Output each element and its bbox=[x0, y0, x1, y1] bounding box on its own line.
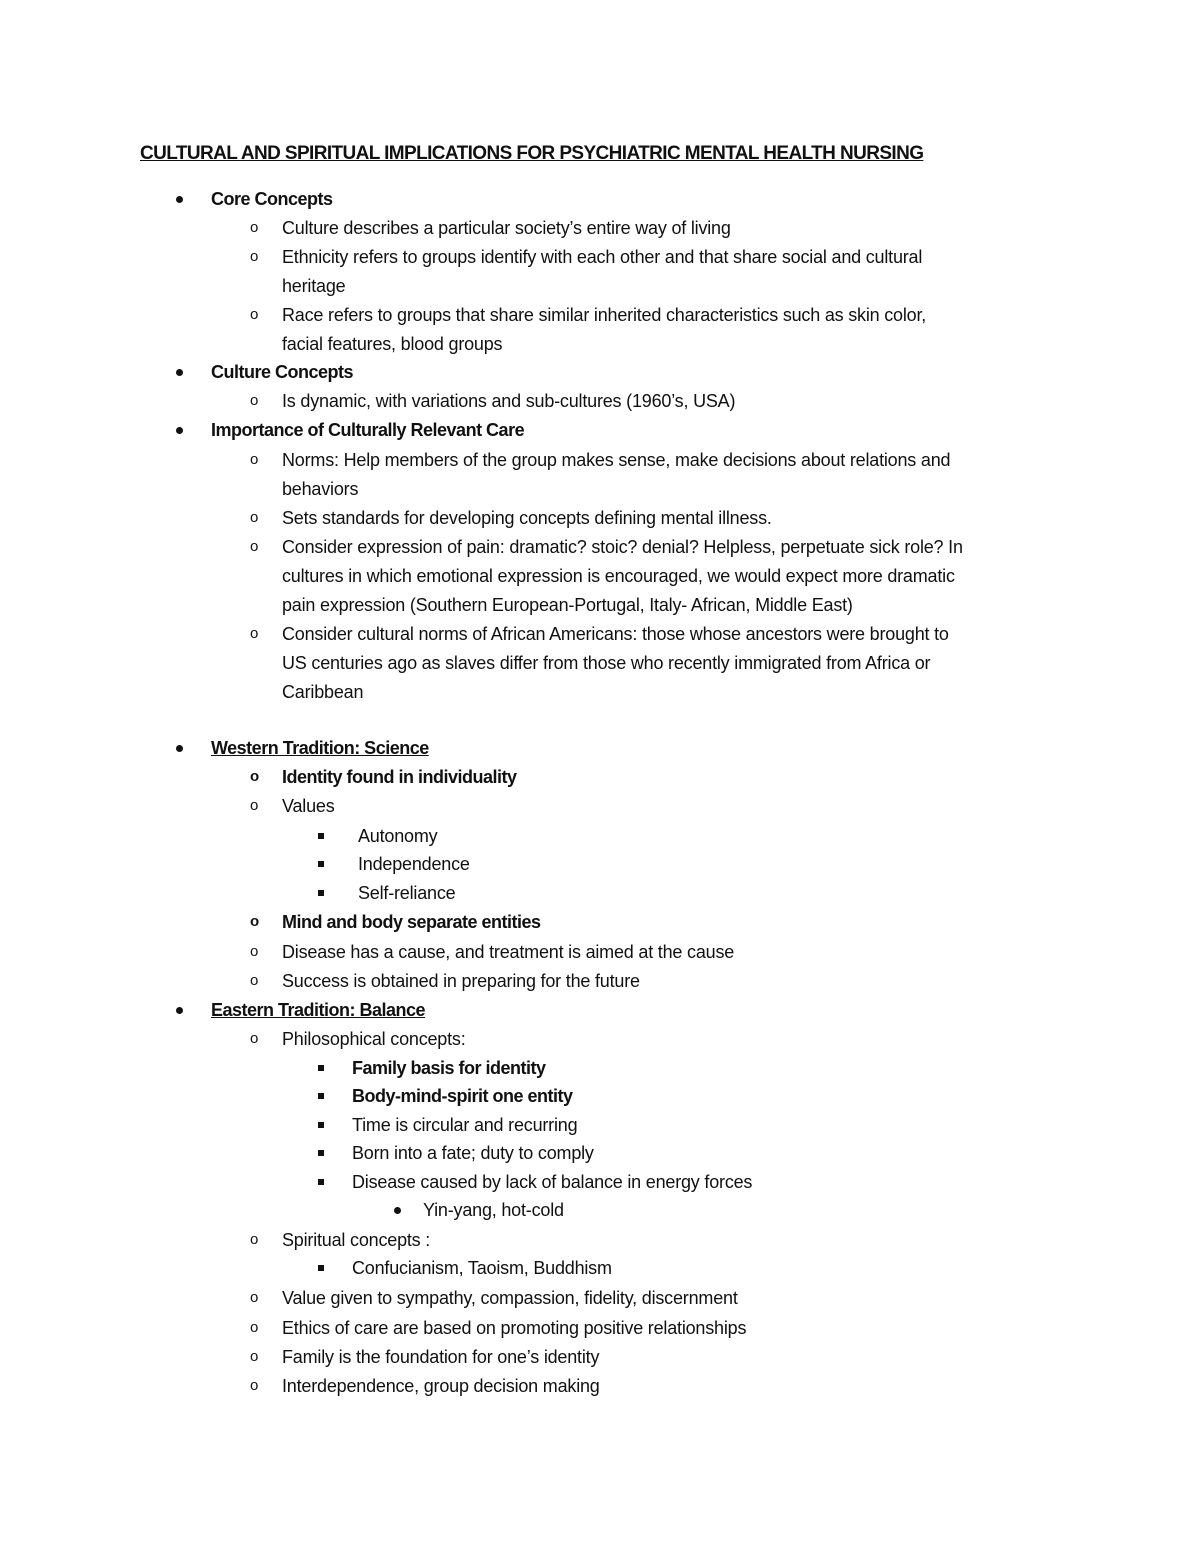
square-bullet-icon bbox=[318, 1065, 324, 1071]
list-item bbox=[0, 533, 1200, 561]
list-item-text: Born into a fate; duty to comply bbox=[352, 1143, 594, 1163]
list-item bbox=[0, 763, 1200, 791]
list-item-text: Confucianism, Taoism, Buddhism bbox=[352, 1258, 612, 1278]
section-heading: Eastern Tradition: Balance bbox=[211, 1000, 426, 1020]
list-item-western-tradition bbox=[0, 734, 1200, 762]
list-item-text: facial features, blood groups bbox=[282, 334, 503, 354]
list-item-text: Philosophical concepts: bbox=[282, 1029, 466, 1049]
list-item-continuation bbox=[0, 649, 1200, 677]
list-item-text: Consider cultural norms of African Americans: those whose ancestors were brought to bbox=[282, 624, 949, 644]
section-heading: Core Concepts bbox=[211, 189, 333, 209]
list-item-text: Norms: Help members of the group makes sense, make decisions about relations and bbox=[282, 450, 951, 470]
list-item-text: US centuries ago as slaves differ from those who recently immigrated from Africa or bbox=[282, 653, 931, 673]
list-item bbox=[0, 1139, 1200, 1167]
list-item bbox=[0, 1082, 1200, 1110]
section-heading: Western Tradition: Science bbox=[211, 738, 429, 758]
square-bullet-icon bbox=[318, 833, 324, 839]
list-item bbox=[0, 822, 1200, 850]
square-bullet-icon bbox=[318, 1122, 324, 1128]
section-heading: Importance of Culturally Relevant Care bbox=[211, 420, 525, 440]
list-item bbox=[0, 1343, 1200, 1371]
circle-bullet-icon: o bbox=[250, 625, 259, 642]
list-item-text: pain expression (Southern European-Portugal, Italy- African, Middle East) bbox=[282, 595, 853, 615]
list-item-text: Autonomy bbox=[358, 826, 438, 846]
square-bullet-icon bbox=[318, 1093, 324, 1099]
square-bullet-icon bbox=[318, 1179, 324, 1185]
list-item-text: Identity found in individuality bbox=[282, 767, 517, 787]
filled-bullet-icon bbox=[176, 427, 183, 434]
circle-bullet-icon: o bbox=[250, 797, 259, 814]
list-item bbox=[0, 938, 1200, 966]
circle-bullet-icon: o bbox=[250, 392, 259, 409]
list-item-text: Disease has a cause, and treatment is aimed at the cause bbox=[282, 942, 735, 962]
circle-bullet-icon: o bbox=[250, 306, 259, 323]
list-item bbox=[0, 879, 1200, 907]
list-item-continuation bbox=[0, 272, 1200, 300]
list-item-text: Values bbox=[282, 796, 335, 816]
list-item bbox=[0, 1196, 1200, 1224]
list-item-text: Success is obtained in preparing for the future bbox=[282, 971, 640, 991]
list-item-culture-concepts bbox=[0, 358, 1200, 386]
list-item-importance bbox=[0, 416, 1200, 444]
circle-bullet-icon: o bbox=[250, 1030, 259, 1047]
list-item-text: Ethics of care are based on promoting positive relationships bbox=[282, 1318, 747, 1338]
filled-bullet-icon bbox=[176, 369, 183, 376]
list-item bbox=[0, 850, 1200, 878]
section-heading: Culture Concepts bbox=[211, 362, 354, 382]
list-item-text: Disease caused by lack of balance in energy forces bbox=[352, 1172, 753, 1192]
list-item-text: Consider expression of pain: dramatic? stoic? denial? Helpless, perpetuate sick role? In bbox=[282, 537, 963, 557]
list-item bbox=[0, 214, 1200, 242]
list-item bbox=[0, 792, 1200, 820]
circle-bullet-icon: o bbox=[250, 943, 259, 960]
circle-bullet-icon: o bbox=[250, 248, 259, 265]
list-item bbox=[0, 1254, 1200, 1282]
list-item-text: Caribbean bbox=[282, 682, 364, 702]
circle-bullet-icon: o bbox=[250, 1348, 259, 1365]
list-item-text: Family is the foundation for one’s identity bbox=[282, 1347, 600, 1367]
list-item bbox=[0, 967, 1200, 995]
list-item bbox=[0, 1168, 1200, 1196]
circle-bullet-icon: o bbox=[250, 913, 260, 930]
list-item-text: Mind and body separate entities bbox=[282, 912, 541, 932]
list-item bbox=[0, 1111, 1200, 1139]
circle-bullet-icon: o bbox=[250, 1319, 259, 1336]
list-item-text: Time is circular and recurring bbox=[352, 1115, 578, 1135]
list-item bbox=[0, 1372, 1200, 1400]
circle-bullet-icon: o bbox=[250, 1289, 259, 1306]
square-bullet-icon bbox=[318, 1265, 324, 1271]
list-item-text: Interdependence, group decision making bbox=[282, 1376, 600, 1396]
square-bullet-icon bbox=[318, 890, 324, 896]
list-item-text: Value given to sympathy, compassion, fidelity, discernment bbox=[282, 1288, 738, 1308]
filled-bullet-icon bbox=[176, 745, 183, 752]
list-item bbox=[0, 301, 1200, 329]
circle-bullet-icon: o bbox=[250, 1231, 259, 1248]
circle-bullet-icon: o bbox=[250, 509, 259, 526]
filled-bullet-icon bbox=[176, 1007, 183, 1014]
filled-bullet-icon bbox=[176, 196, 183, 203]
list-item-text: heritage bbox=[282, 276, 346, 296]
list-item-text: Race refers to groups that share similar inherited characteristics such as skin color, bbox=[282, 305, 927, 325]
list-item bbox=[0, 908, 1200, 936]
list-item-continuation bbox=[0, 562, 1200, 590]
list-item-text: Spiritual concepts : bbox=[282, 1230, 431, 1250]
list-item-text: cultures in which emotional expression is encouraged, we would expect more dramatic bbox=[282, 566, 955, 586]
circle-bullet-icon: o bbox=[250, 1377, 259, 1394]
list-item-core-concepts bbox=[0, 185, 1200, 213]
list-item-eastern-tradition bbox=[0, 996, 1200, 1024]
list-item-text: Sets standards for developing concepts defining mental illness. bbox=[282, 508, 772, 528]
circle-bullet-icon: o bbox=[250, 538, 259, 555]
list-item-continuation bbox=[0, 475, 1200, 503]
list-item bbox=[0, 620, 1200, 648]
list-item-text: Is dynamic, with variations and sub-cultures (1960’s, USA) bbox=[282, 391, 736, 411]
list-item-continuation bbox=[0, 591, 1200, 619]
filled-bullet-icon bbox=[394, 1207, 401, 1214]
list-item-text: Self-reliance bbox=[358, 883, 456, 903]
circle-bullet-icon: o bbox=[250, 768, 260, 785]
list-item-continuation bbox=[0, 678, 1200, 706]
square-bullet-icon bbox=[318, 1150, 324, 1156]
list-item bbox=[0, 446, 1200, 474]
list-item-text: Culture describes a particular society’s entire way of living bbox=[282, 218, 731, 238]
list-item-text: behaviors bbox=[282, 479, 359, 499]
list-item-text: Yin-yang, hot-cold bbox=[423, 1200, 564, 1220]
list-item-text: Independence bbox=[358, 854, 470, 874]
list-item bbox=[0, 1054, 1200, 1082]
list-item bbox=[0, 504, 1200, 532]
list-item-text: Ethnicity refers to groups identify with each other and that share social and cultural bbox=[282, 247, 923, 267]
document-title: CULTURAL AND SPIRITUAL IMPLICATIONS FOR PSYCHIATRIC MENTAL HEALTH NURSING bbox=[140, 143, 924, 164]
list-item-continuation bbox=[0, 330, 1200, 358]
list-item-text: Family basis for identity bbox=[352, 1058, 546, 1078]
list-item bbox=[0, 1314, 1200, 1342]
list-item bbox=[0, 243, 1200, 271]
circle-bullet-icon: o bbox=[250, 219, 259, 236]
circle-bullet-icon: o bbox=[250, 451, 259, 468]
list-item-text: Body-mind-spirit one entity bbox=[352, 1086, 573, 1106]
list-item bbox=[0, 1284, 1200, 1312]
list-item bbox=[0, 1025, 1200, 1053]
list-item bbox=[0, 1226, 1200, 1254]
circle-bullet-icon: o bbox=[250, 972, 259, 989]
square-bullet-icon bbox=[318, 861, 324, 867]
list-item bbox=[0, 387, 1200, 415]
